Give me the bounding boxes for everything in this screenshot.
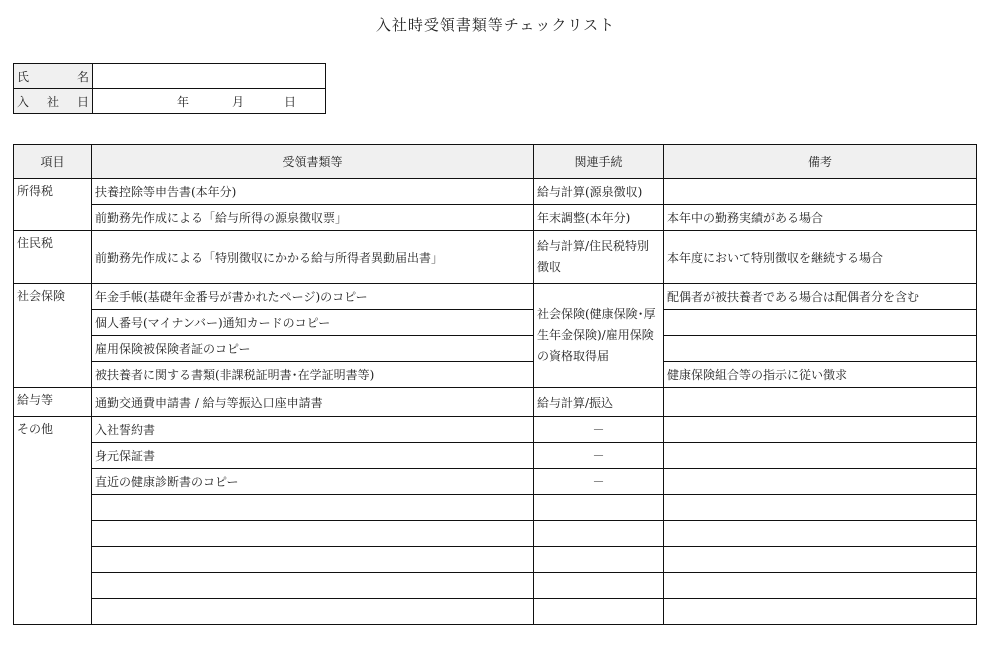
note-cell[interactable] bbox=[664, 599, 977, 625]
table-row bbox=[14, 443, 977, 469]
category-resident-tax: 住民税 bbox=[14, 231, 92, 284]
join-label-2: 社 bbox=[46, 94, 59, 109]
procedure-cell: － bbox=[534, 469, 664, 495]
join-date-field[interactable] bbox=[93, 89, 326, 114]
procedure-cell: 社会保険(健康保険･厚生年金保険)/雇用保険の資格取得届 bbox=[534, 284, 664, 388]
document-cell[interactable]: 個人番号(マイナンバー)通知カードのコピー bbox=[92, 310, 534, 336]
table-row bbox=[14, 284, 977, 310]
table-row bbox=[14, 231, 977, 284]
category-social-insurance: 社会保険 bbox=[14, 284, 92, 388]
document-cell[interactable]: 通勤交通費申請書 / 給与等振込口座申請書 bbox=[92, 388, 534, 417]
document-cell[interactable]: 年金手帳(基礎年金番号が書かれたページ)のコピー bbox=[92, 284, 534, 310]
table-row bbox=[14, 362, 977, 388]
name-label-2: 名 bbox=[76, 69, 89, 84]
document-cell[interactable]: 前勤務先作成による「給与所得の源泉徴収票」 bbox=[92, 205, 534, 231]
procedure-cell[interactable] bbox=[534, 599, 664, 625]
document-cell[interactable] bbox=[92, 547, 534, 573]
document-cell[interactable]: 被扶養者に関する書類(非課税証明書･在学証明書等) bbox=[92, 362, 534, 388]
category-income-tax: 所得税 bbox=[14, 179, 92, 231]
category-other: その他 bbox=[14, 417, 92, 625]
note-cell[interactable] bbox=[664, 443, 977, 469]
note-cell[interactable] bbox=[664, 310, 977, 336]
join-label-1: 入 bbox=[17, 94, 30, 109]
document-cell[interactable]: 扶養控除等申告書(本年分) bbox=[92, 179, 534, 205]
procedure-cell: － bbox=[534, 443, 664, 469]
name-row bbox=[14, 64, 326, 89]
document-cell[interactable]: 入社誓約書 bbox=[92, 417, 534, 443]
note-cell[interactable] bbox=[664, 547, 977, 573]
name-label-1: 氏 bbox=[17, 69, 30, 84]
table-row bbox=[14, 547, 977, 573]
procedure-cell: － bbox=[534, 417, 664, 443]
header-notes: 備考 bbox=[664, 145, 977, 179]
procedure-cell[interactable] bbox=[534, 495, 664, 521]
note-cell[interactable] bbox=[664, 417, 977, 443]
year-label: 年 bbox=[177, 94, 190, 109]
procedure-cell: 年末調整(本年分) bbox=[534, 205, 664, 231]
document-cell[interactable] bbox=[92, 495, 534, 521]
table-row bbox=[14, 469, 977, 495]
header-item: 項目 bbox=[14, 145, 92, 179]
procedure-cell[interactable] bbox=[534, 547, 664, 573]
table-row bbox=[14, 310, 977, 336]
note-cell[interactable] bbox=[664, 388, 977, 417]
note-cell[interactable] bbox=[664, 521, 977, 547]
document-cell[interactable]: 身元保証書 bbox=[92, 443, 534, 469]
document-cell[interactable] bbox=[92, 573, 534, 599]
procedure-cell: 給与計算(源泉徴収) bbox=[534, 179, 664, 205]
name-field[interactable] bbox=[93, 64, 326, 89]
page-title: 入社時受領書類等チェックリスト bbox=[375, 16, 616, 34]
table-row bbox=[14, 495, 977, 521]
table-row bbox=[14, 573, 977, 599]
document-cell[interactable]: 直近の健康診断書のコピー bbox=[92, 469, 534, 495]
document-cell[interactable]: 前勤務先作成による「特別徴収にかかる給与所得者異動届出書」 bbox=[92, 231, 534, 284]
note-cell[interactable] bbox=[664, 573, 977, 599]
header-documents: 受領書類等 bbox=[92, 145, 534, 179]
header-procedure: 関連手続 bbox=[534, 145, 664, 179]
checklist-table bbox=[13, 144, 977, 625]
join-date-row bbox=[14, 89, 326, 114]
note-cell[interactable] bbox=[664, 469, 977, 495]
procedure-cell: 給与計算/住民税特別徴収 bbox=[534, 231, 664, 284]
table-row bbox=[14, 179, 977, 205]
day-label: 日 bbox=[284, 94, 297, 109]
table-row bbox=[14, 417, 977, 443]
join-date-label bbox=[14, 89, 93, 114]
procedure-cell: 給与計算/振込 bbox=[534, 388, 664, 417]
note-cell[interactable] bbox=[664, 495, 977, 521]
note-cell[interactable]: 健康保険組合等の指示に従い徴求 bbox=[664, 362, 977, 388]
table-row bbox=[14, 599, 977, 625]
document-cell[interactable] bbox=[92, 521, 534, 547]
document-cell[interactable] bbox=[92, 599, 534, 625]
procedure-cell[interactable] bbox=[534, 573, 664, 599]
note-cell[interactable]: 本年中の勤務実績がある場合 bbox=[664, 205, 977, 231]
table-row bbox=[14, 521, 977, 547]
month-label: 月 bbox=[232, 94, 245, 109]
procedure-cell[interactable] bbox=[534, 521, 664, 547]
document-cell[interactable]: 雇用保険被保険者証のコピー bbox=[92, 336, 534, 362]
join-label-3: 日 bbox=[76, 94, 89, 109]
note-cell[interactable]: 配偶者が被扶養者である場合は配偶者分を含む bbox=[664, 284, 977, 310]
note-cell[interactable]: 本年度において特別徴収を継続する場合 bbox=[664, 231, 977, 284]
category-salary: 給与等 bbox=[14, 388, 92, 417]
table-row bbox=[14, 336, 977, 362]
name-label bbox=[14, 64, 93, 89]
note-cell[interactable] bbox=[664, 336, 977, 362]
note-cell[interactable] bbox=[664, 179, 977, 205]
header-row bbox=[14, 145, 977, 179]
table-row bbox=[14, 388, 977, 417]
employee-info-table bbox=[13, 63, 326, 114]
table-row bbox=[14, 205, 977, 231]
